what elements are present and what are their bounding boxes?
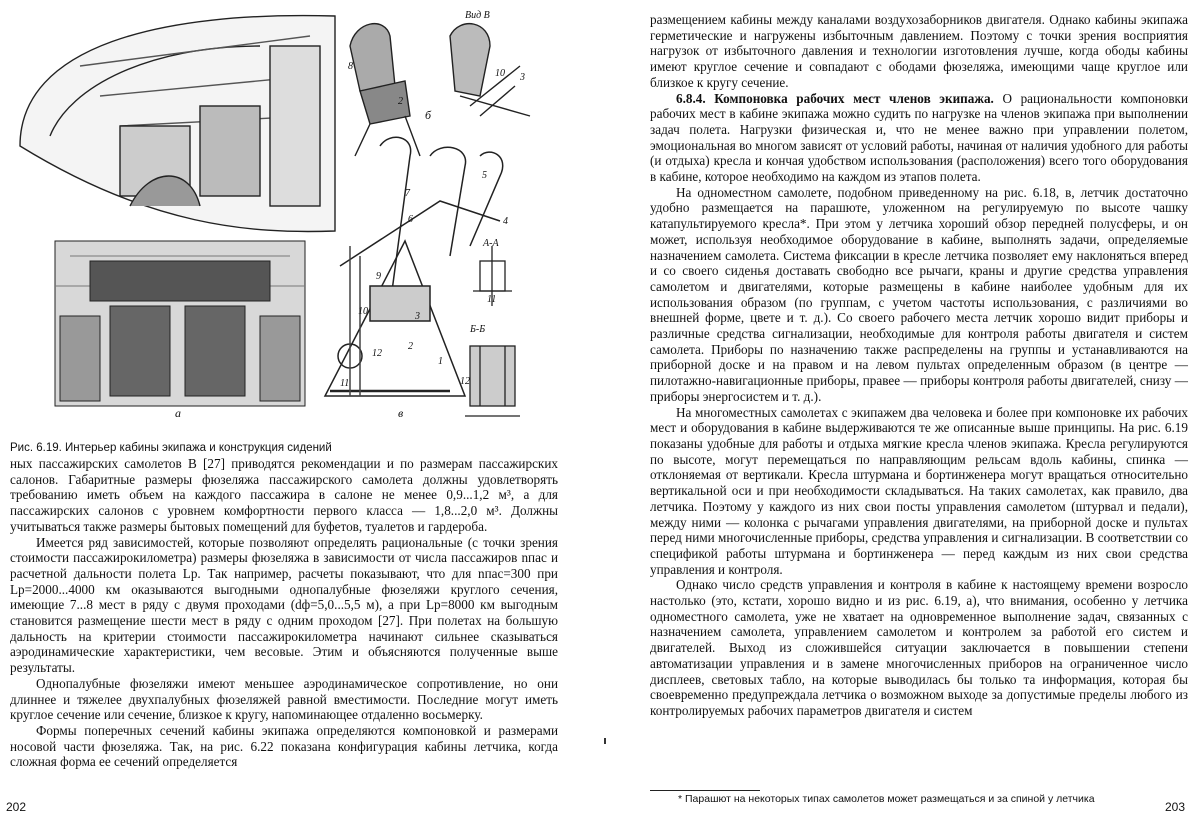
section-paragraph	[650, 91, 1188, 185]
paragraph: размещением кабины между каналами воздухозаборников двигателя. Однако кабины экипажа герметические и нагружены избыточным давлением. Поэтому с точки зрения восприятия нагрузок от избыточного давления и технологии изготовления лучше, когда ободы кабины имеют круглое сечение и совпадают с ободами фюзеляжа, имеющими чаще круглое или близкое к кругу сечение.	[650, 12, 1188, 90]
cockpit-photo	[55, 241, 305, 406]
callout-12b: 12	[460, 376, 470, 387]
callout-3: 3	[415, 311, 420, 322]
callout-11b: 11	[487, 294, 497, 305]
figure-label-section-b: Б-Б	[470, 324, 486, 335]
figure-label-b: б	[425, 108, 432, 122]
right-page	[600, 0, 1200, 836]
paragraph: На многоместных самолетах с экипажем два человека и более при компоновке их рабочих мест и оборудования в кабине выдерживаются те же описанные выше принципы. На рис. 6.19 показаны удобные для работы и отдыха мягкие кресла членов экипажа. Кресла регулируются по высоте, могут перемещаться по направляющим рельсам вдоль кабины, спинка — отклоняемая от вертикали. Кресла штурмана и бортинженера могут вращаться относительно вертикальной оси и при необходимости складываться. На таких самолетах, как правило, два летчика. Поэтому у каждого из них свои посты управления самолетом (штурвал и педали), между ними — колонка с рычагами управления двигателями, на приборной доске и пультах перед ними многочисленные приборы, средства управления и сигнализации. В соответствии со спецификой работы штурмана и бортинженера — перед каждым из них свои средства управления и контроля.	[650, 404, 1188, 577]
seat-drawing	[350, 24, 530, 156]
callout-8: 8	[348, 61, 353, 72]
figure-label-section-a: А-А	[483, 238, 499, 249]
right-body-text	[650, 12, 1188, 719]
figure-6-19	[10, 6, 570, 446]
callout-12: 12	[372, 348, 382, 359]
callout-9: 9	[376, 271, 381, 282]
paragraph: Формы поперечных сечений кабины экипажа определяются компоновкой и размерами носовой части фюзеляжа. Так, на рис. 6.22 показана конфигурация кабины летчика, когда сложная форма ее сечений определяется	[10, 722, 558, 770]
figure-label-view: Вид В	[465, 10, 490, 21]
callout-6: 6	[408, 214, 413, 225]
footnote-rule	[650, 790, 760, 791]
left-body-text	[10, 456, 558, 770]
callout-10b: 10	[495, 68, 505, 79]
callout-1: 1	[438, 356, 443, 367]
paragraph: Однопалубные фюзеляжи имеют меньшее аэродинамическое сопротивление, но они длиннее и тяжелее двухпалубных фюзеляжей равной вместимости. Последние могут иметь круглое сечение или сечение, близкое к кругу, напоминающее отдаленно восьмерку.	[10, 675, 558, 723]
paragraph: Имеется ряд зависимостей, которые позволяют определять рациональные (с точки зрения стоимости пассажирокилометра) размеры фюзеляжа в зависимости от числа пассажиров nпас и расчетной дальности полета Lр. Так например, расчеты показывают, что для nпас=300 при Lр=2000...4000 км оказываются выгодными однопалубные фюзеляжи круглого сечения, имеющие 7...8 мест в ряду с двумя проходами (dф=5,0...5,5 м), а при Lр=8000 км выгодным становится размещение шести мест в ряду с одним проходом [27]. При полетах на большую дальность на критерии стоимости пассажирокилометра начинают сильнее сказываться аэродинамические характеристики, чем весовые. Этим и объясняются полученные выше результаты.	[10, 534, 558, 676]
paragraph: На одноместном самолете, подобном приведенному на рис. 6.18, в, летчик достаточно удобно размещается на парашюте, уложенном на регулируемую по высоте чашку катапультируемого кресла*. При этом у летчика хороший обзор передней полусферы, и он может, используя необходимое оборудование в кабине, выполнять задачи, определяемые назначением самолета. Система фиксации в кресле летчика позволяет ему наклоняться вперед и со своего сиденья доставать свободно все рычаги, краны и другие средства управления самолетом и двигателями, которые размещены в кабине наиболее удобным для их использования образом (по группам, с учетом частоты использования, с различиями во внешней форме, цвете и т. д.). Со своего рабочего места летчик хорошо видит приборы и различные средства сигнализации, необходимые для контроля работы двигателя и систем самолета. Приборы по назначению также распределены на группы и устанавливаются на приборной доске и на правом и на левом пультах определенным образом (в центре — пилотажно-навигационные приборы, правее — приборы контроля работы двигателей, снизу — приборы энергосистем и т. д.).	[650, 184, 1188, 404]
paragraph: Однако число средств управления и контроля в кабине к настоящему времени возросло настолько (это, кстати, хорошо видно и из рис. 6.19, а), что внимания, особенно у летчика одноместного самолета, уже не хватает на одновременное выполнение задач, связанных с назначением самолета, управлением самолетом и контролем за работой его систем и двигателей. Выход из сложившейся ситуации заключается в повышении степени автоматизации управления и в замене многочисленных приборов на ограниченное число дисплеев, световых табло, на которые выводилась бы только та информация, которая бы своевременно предупреждала летчика о возможном выходе за допустимые пределы любого из контролируемых рабочих параметров двигателя и систем	[650, 577, 1188, 718]
callout-2: 2	[408, 341, 413, 352]
callout-7: 7	[405, 188, 410, 199]
callout-4: 4	[503, 216, 508, 227]
figure-label-a: а	[175, 406, 181, 420]
section-heading-continuation: О рациональности компоновки рабочих мест в кабине экипажа можно судить по нагрузке на членов экипажа при выполнении задач полета. Нагрузки физическая и, что не менее важно при управлении полетом, эмоциональная во многом зависят от условий работы, начиная от наличия удобного для работы (и отдыха) кресла и кончая удобством использования (расположения) всего того оборудования в кабине, которое необходимо на каждом из этапов полета.	[650, 90, 1189, 185]
page-number-left: 202	[6, 800, 27, 814]
callout-2b: 2	[398, 96, 403, 107]
callout-11: 11	[340, 378, 350, 389]
callout-5: 5	[482, 170, 487, 181]
paragraph: ных пассажирских самолетов В [27] приводятся рекомендации и по размерам пассажирских салонов. Габаритные размеры фюзеляжа пассажирского самолета должны удовлетворять требованию иметь объем на каждого пассажира в салоне не менее 0,9...1,2 м³, а для пассажирских салонов с уровнем комфортности первого класса — 1,8...2,0 м³. Должны учитываться также размеры бытовых помещений для буфетов, туалетов и гардероба.	[10, 456, 558, 534]
section-heading: 6.8.4. Компоновка рабочих мест членов экипажа.	[676, 90, 994, 106]
callout-3b: 3	[520, 72, 525, 83]
callout-10: 10	[358, 306, 368, 317]
figure-caption: Рис. 6.19. Интерьер кабины экипажа и конструкция сидений	[10, 442, 332, 454]
footnote: * Парашют на некоторых типах самолетов может размещаться и за спиной у летчика	[678, 793, 1095, 805]
figure-drawing	[10, 6, 570, 446]
cockpit-cutaway-drawing	[20, 16, 335, 232]
page-number-right: 203	[1165, 800, 1186, 814]
figure-label-v: в	[398, 406, 404, 420]
